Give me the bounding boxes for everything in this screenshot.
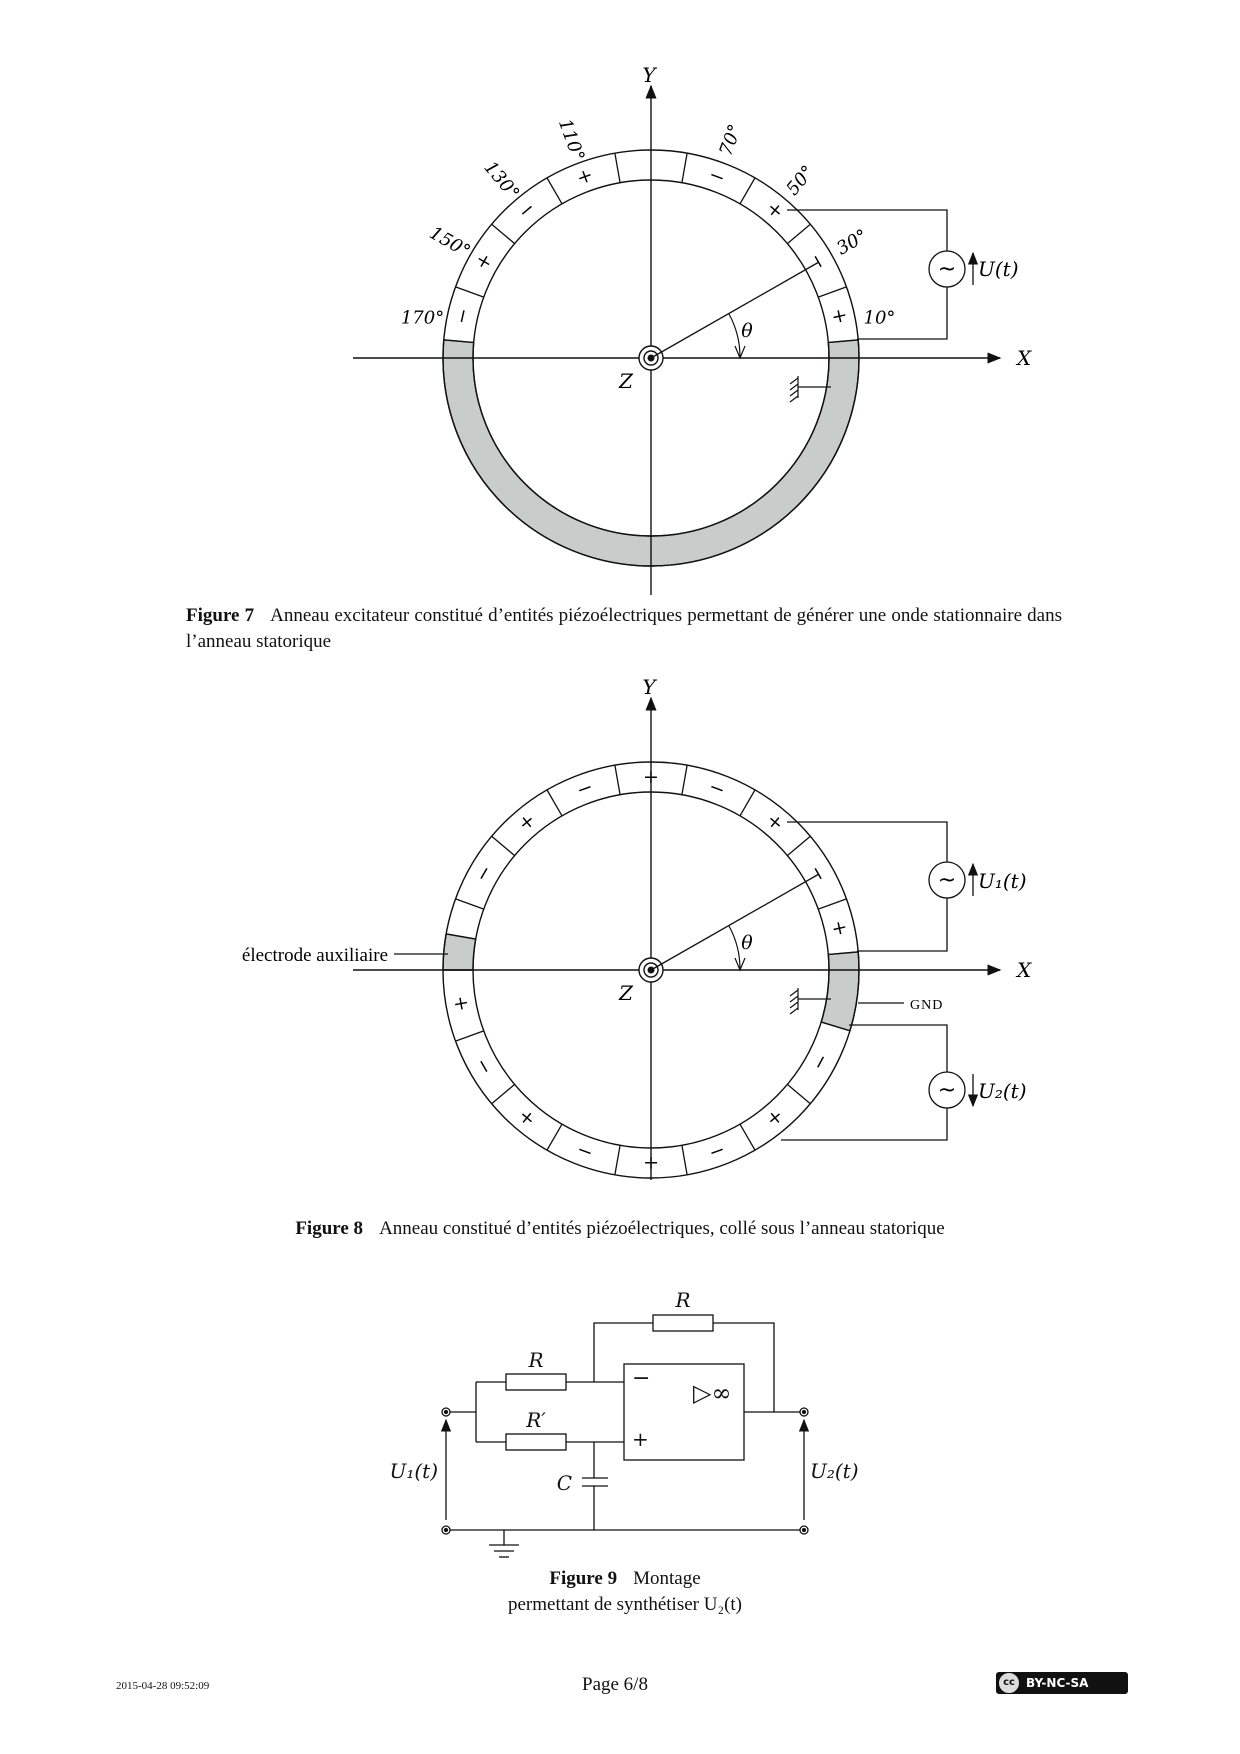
plus-sign: +: [826, 918, 852, 939]
caption-text: Anneau constitué d’entités piézoélectriques, collé sous l’anneau statorique: [379, 1218, 945, 1239]
theta-label: θ: [741, 932, 753, 954]
ac-source-icon: ~: [937, 257, 957, 282]
segment-divider: [787, 836, 810, 855]
segment-divider: [615, 153, 620, 183]
segment-divider: [615, 1145, 620, 1175]
y-axis-label: Y: [642, 675, 656, 699]
resistor-r-feedback: [653, 1315, 713, 1331]
gnd-label: GND: [910, 998, 944, 1013]
u2-label: U₂(t): [810, 1459, 859, 1483]
figure-9-caption: [420, 1566, 830, 1618]
angle-label: 10°: [863, 307, 896, 329]
plus-sign: +: [761, 1104, 789, 1132]
plus-sign: +: [826, 306, 852, 327]
capacitor-label: C: [556, 1471, 572, 1495]
plus-sign: +: [448, 993, 474, 1014]
minus-sign: −: [513, 196, 541, 224]
plus-sign: +: [513, 808, 541, 836]
angle-label: 30°: [833, 225, 872, 260]
plus-sign: +: [573, 163, 597, 190]
plus-sign: +: [470, 249, 498, 274]
opamp-minus: −: [632, 1366, 651, 1391]
minus-sign: −: [807, 1049, 835, 1075]
angle-label: 70°: [715, 121, 747, 159]
license-badge[interactable]: [996, 1672, 1128, 1694]
minus-sign: −: [470, 861, 498, 886]
minus-sign: −: [450, 306, 476, 327]
segment-divider: [456, 287, 484, 297]
u1-label: U₁(t): [389, 1459, 438, 1483]
caption-number: Figure 7: [186, 605, 255, 626]
segment-divider: [740, 790, 755, 816]
segment-divider: [492, 224, 515, 243]
z-axis-label: Z: [619, 981, 633, 1005]
segment-divider: [456, 899, 484, 909]
footer-timestamp: 2015-04-28 09:52:09: [116, 1680, 210, 1692]
minus-sign: −: [705, 1138, 729, 1165]
segment-divider: [682, 1145, 687, 1175]
r-label: R: [528, 1348, 544, 1372]
x-axis-label: X: [1017, 346, 1032, 370]
angle-label: 130°: [479, 157, 524, 204]
minus-sign: −: [705, 775, 729, 802]
minus-sign: −: [470, 1054, 498, 1079]
segment-divider: [787, 224, 810, 243]
angle-label: 170°: [400, 307, 445, 329]
source2-label: U₂(t): [978, 1079, 1027, 1103]
theta-arc: [729, 926, 740, 970]
segment-divider: [818, 899, 846, 909]
resistor-r: [506, 1374, 566, 1390]
aux-electrode-label: électrode auxiliaire: [241, 945, 388, 966]
segment-divider: [682, 153, 687, 183]
minus-sign: −: [804, 861, 832, 886]
plus-sign: +: [643, 766, 659, 788]
caption-line-2: permettant de synthétiser U₂(t): [507, 1594, 743, 1615]
radius-line: [651, 874, 819, 970]
y-axis-label: Y: [642, 63, 656, 87]
minus-sign: −: [573, 1138, 597, 1165]
opamp-plus: +: [632, 1427, 649, 1451]
segment-divider: [682, 765, 687, 795]
segment-divider: [615, 765, 620, 795]
caption-line-1: Montage: [633, 1568, 701, 1589]
plus-sign: +: [513, 1104, 541, 1132]
segment-divider: [492, 836, 515, 855]
minus-sign: −: [573, 775, 597, 802]
plus-sign: +: [761, 808, 789, 836]
source-label: U(t): [978, 257, 1019, 281]
x-axis-label: X: [1017, 958, 1032, 982]
creative-commons-icon: cc: [998, 1672, 1020, 1694]
caption-number: Figure 9: [549, 1568, 618, 1589]
figure-7-caption: [186, 603, 1062, 655]
r-prime-label: R′: [526, 1408, 546, 1432]
plus-sign: +: [643, 1152, 659, 1174]
plus-sign: +: [761, 196, 789, 224]
segment-divider: [547, 178, 562, 204]
minus-sign: −: [705, 163, 729, 190]
angle-labels: [401, 116, 896, 329]
ac-source-icon: ~: [937, 1078, 957, 1103]
angle-label: 150°: [425, 222, 474, 263]
figure-7-ring-diagram: [353, 63, 1032, 595]
segment-divider: [818, 287, 846, 297]
segment-divider: [456, 1031, 484, 1041]
figure-9-circuit: [442, 1315, 808, 1557]
caption-text: Anneau excitateur constitué d’entités piézoélectriques permettant de générer une onde stationnaire dans l’anneau statorique: [186, 605, 1062, 652]
resistor-r-prime: [506, 1434, 566, 1450]
page-number: Page 6/8: [582, 1674, 648, 1695]
figure-8-caption: [150, 1216, 1090, 1242]
segment-divider: [740, 1124, 755, 1150]
segment-divider: [547, 1124, 562, 1150]
angle-label: 110°: [553, 116, 589, 165]
theta-label: θ: [741, 320, 753, 342]
theta-arc: [729, 314, 740, 358]
r-feedback-label: R: [675, 1288, 691, 1312]
caption-number: Figure 8: [295, 1218, 364, 1239]
ac-source-icon: ~: [937, 868, 957, 893]
radius-line: [651, 262, 819, 358]
opamp-symbol: ▷∞: [693, 1379, 732, 1407]
segment-divider: [547, 790, 562, 816]
figure-8-ring-diagram: [242, 675, 1032, 1180]
z-axis-label: Z: [619, 369, 633, 393]
segment-divider: [740, 178, 755, 204]
auxiliary-electrode: [443, 934, 476, 970]
minus-sign: −: [804, 249, 832, 274]
segment-divider: [492, 1084, 515, 1103]
source1-label: U₁(t): [978, 869, 1027, 893]
segment-divider: [787, 1084, 810, 1103]
angle-label: 50°: [782, 161, 819, 200]
license-text: BY-NC-SA: [1026, 1676, 1089, 1690]
